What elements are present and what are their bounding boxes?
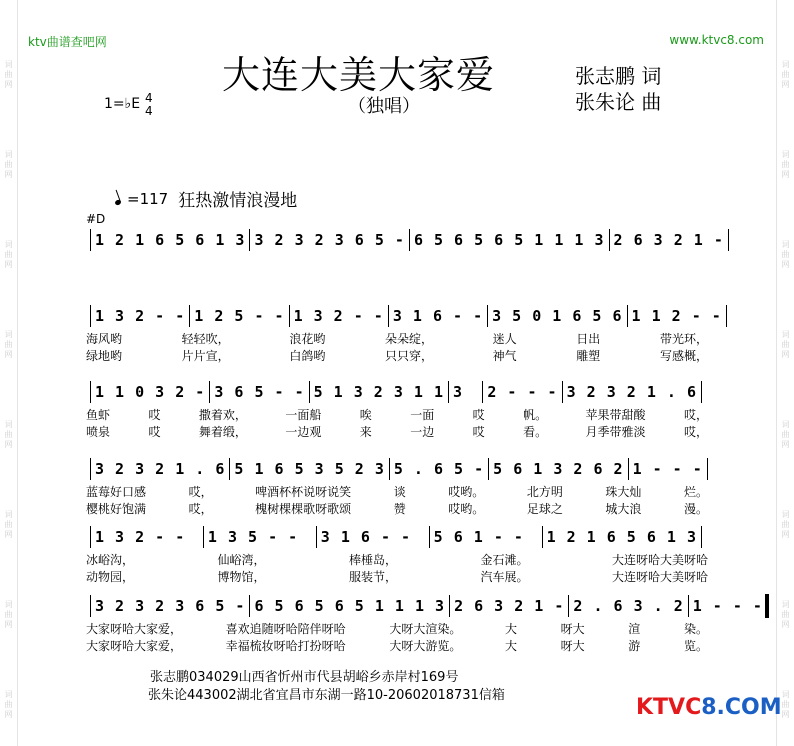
lyric-line	[86, 568, 708, 584]
measure: 2 - - -	[487, 383, 558, 401]
ktvc8-logo	[636, 695, 782, 720]
lyric-word: 哎，	[683, 408, 708, 422]
lyric-word: 哎，	[188, 502, 213, 516]
measure: 1 2 1 6 5 6 1 3	[95, 231, 246, 249]
side-watermark: 词曲网	[781, 240, 790, 270]
lyric-word: 帆。	[523, 408, 548, 422]
music-row	[86, 525, 706, 549]
measure: 3 2 3 2 1 . 6	[95, 460, 226, 478]
measure: 1 2 1 6 5 6 1 3	[546, 528, 698, 546]
lyric-word: 轻轻吹，	[181, 332, 230, 346]
barline	[90, 526, 91, 548]
lyric-word: 喜欢追随呀哈陪伴呀哈	[225, 622, 346, 636]
lyric-word: 哎哟。	[448, 502, 485, 516]
side-watermark: 词曲网	[781, 420, 790, 450]
side-watermark: 词曲网	[4, 330, 13, 360]
lyric-word: 哎，	[188, 485, 213, 499]
lyric-word: 带光环，	[659, 332, 708, 346]
barline	[249, 229, 250, 251]
barline	[701, 381, 702, 403]
left-watermark-strip	[0, 0, 18, 746]
lyric-word: 谈	[393, 485, 406, 499]
lyric-word: 海风哟	[86, 332, 123, 346]
barline	[609, 229, 610, 251]
lyric-word: 汽车展。	[480, 570, 529, 584]
lyric-word: 蓝莓好口感	[86, 485, 147, 499]
measure: 1 3 2 - -	[293, 307, 384, 325]
barline	[542, 526, 543, 548]
music-row	[86, 380, 706, 404]
composer-address: 张朱论443002湖北省宜昌市东湖一路10-20602018731信箱	[148, 688, 505, 703]
lyric-word: 幸福梳妆呀哈打扮呀哈	[225, 639, 346, 653]
lyric-word: 日出	[576, 332, 601, 346]
lyric-word: 片片宣，	[181, 349, 230, 363]
lyric-word: 呀大	[560, 622, 585, 636]
side-watermark: 词曲网	[4, 690, 13, 720]
time-signature	[145, 92, 153, 118]
lyric-word: 朵朵绽，	[384, 332, 433, 346]
logo-text-part1: KTVC	[636, 695, 702, 720]
lyric-word: 大家呀哈大家爱，	[86, 622, 183, 636]
measure: 2 6 3 2 1 -	[454, 597, 565, 615]
side-watermark: 词曲网	[781, 150, 790, 180]
barline	[688, 595, 689, 617]
barline	[90, 381, 91, 403]
lyric-word: 唉	[359, 408, 372, 422]
lyric-word: 撒着欢，	[198, 408, 247, 422]
final-barline	[765, 594, 769, 618]
lyric-line	[86, 551, 708, 567]
lyric-word: 大连呀哈大美呀哈	[611, 553, 708, 567]
lyric-word: 喷泉	[86, 425, 111, 439]
measure: 1 2 5 - -	[194, 307, 285, 325]
measure: 5 1 3 2 3 1 1	[313, 383, 445, 401]
chord-symbol: #D	[86, 212, 106, 226]
measure: 1 3 5 - -	[207, 528, 299, 546]
lyric-word: 珠大灿	[605, 485, 642, 499]
lyric-word: 神气	[492, 349, 517, 363]
lyric-word: 来	[359, 425, 372, 439]
measure: 3 2 3 2 3 6 5 -	[254, 231, 405, 249]
barline	[429, 526, 430, 548]
barline	[229, 458, 230, 480]
lyric-word: 只只穿，	[384, 349, 433, 363]
barline	[568, 595, 569, 617]
lyricist-credit: 张志鹏 词	[575, 64, 662, 88]
measure: 5 6 1 3 2 6 2	[493, 460, 624, 478]
site-url-right: www.ktvc8.com	[669, 33, 764, 47]
lyric-line	[86, 500, 708, 516]
lyric-word: 哎	[148, 408, 161, 422]
measure: 2 6 3 2 1 -	[613, 231, 724, 249]
barline	[701, 526, 702, 548]
lyric-word: 游	[628, 639, 641, 653]
measure: 1 1 2 - -	[631, 307, 722, 325]
barline	[289, 305, 290, 327]
lyric-line	[86, 347, 708, 363]
measure: 1 1 0 3 2 -	[95, 383, 206, 401]
measure: 1 - - -	[692, 597, 763, 615]
barline	[448, 381, 449, 403]
lyric-word: 一面船	[285, 408, 322, 422]
lyric-word: 一边	[410, 425, 435, 439]
barline	[90, 305, 91, 327]
lyric-word: 一面	[410, 408, 435, 422]
lyric-word: 城大浪	[605, 502, 642, 516]
barline	[209, 381, 210, 403]
lyric-word: 北方明	[526, 485, 563, 499]
measure: 3 2 3 2 3 6 5 -	[95, 597, 246, 615]
barline	[90, 229, 91, 251]
barline	[203, 526, 204, 548]
measure: 1 - - -	[632, 460, 703, 478]
expression-mark: 狂热激情浪漫地	[178, 191, 298, 211]
lyric-word: 哎，	[683, 425, 708, 439]
lyric-word: 渲	[628, 622, 641, 636]
side-watermark: 词曲网	[781, 330, 790, 360]
time-signature-bottom: 4	[145, 104, 153, 118]
lyric-word: 白鸽哟	[289, 349, 326, 363]
side-watermark: 词曲网	[4, 240, 13, 270]
barline	[388, 305, 389, 327]
lyric-word: 赞	[393, 502, 406, 516]
measure: 3 5 0 1 6 5 6	[492, 307, 623, 325]
measure: 1 3 2 - -	[95, 528, 186, 546]
lyric-word: 迷人	[492, 332, 517, 346]
lyric-word: 苹果带甜酸	[585, 408, 646, 422]
barline	[249, 595, 250, 617]
music-row	[86, 228, 724, 252]
lyric-word: 大连呀哈大美呀哈	[611, 570, 708, 584]
logo-text-part2: 8.COM	[701, 695, 782, 720]
lyric-line	[86, 406, 708, 422]
lyric-word: 大家呀哈大家爱，	[86, 639, 183, 653]
measure: 3 2 3 2 1 . 6	[566, 383, 697, 401]
lyric-word: 槐树棵棵歌呀歌颂	[255, 502, 352, 516]
lyric-word: 漫。	[683, 502, 708, 516]
lyric-word: 哎	[472, 408, 485, 422]
barline	[90, 458, 91, 480]
lyric-word: 啤酒杯杯说呀说笑	[255, 485, 352, 499]
lyric-word: 看。	[523, 425, 548, 439]
barline	[487, 305, 488, 327]
lyric-word: 樱桃好饱满	[86, 502, 147, 516]
time-signature-top: 4	[145, 91, 153, 105]
music-row	[86, 457, 706, 481]
lyric-word: 冰峪沟，	[86, 553, 135, 567]
measure: 3	[453, 383, 464, 401]
measure: 5 . 6 5 -	[393, 460, 485, 478]
measure: 6 5 6 5 6 5 1 1 1 3	[254, 597, 446, 615]
measure: 6 5 6 5 6 5 1 1 1 3	[413, 231, 605, 249]
measure: 5 6 1 - -	[433, 528, 524, 546]
barline	[628, 458, 629, 480]
lyric-word: 哎	[472, 425, 485, 439]
side-watermark: 词曲网	[4, 60, 13, 90]
barline	[707, 458, 708, 480]
site-name-left: ktv曲谱查吧网	[28, 35, 107, 49]
lyric-word: 金石滩。	[480, 553, 529, 567]
measure: 5 1 6 5 3 5 2 3	[234, 460, 385, 478]
lyric-word: 呀大	[560, 639, 585, 653]
lyric-word: 博物馆，	[217, 570, 266, 584]
barline	[309, 381, 310, 403]
lyric-line	[86, 483, 708, 499]
song-title: 大连大美大家爱	[222, 53, 496, 97]
barline	[627, 305, 628, 327]
barline	[90, 595, 91, 617]
lyric-word: 烂。	[683, 485, 708, 499]
right-watermark-strip	[776, 0, 794, 746]
barline	[189, 305, 190, 327]
lyric-word: 足球之	[526, 502, 563, 516]
lyric-word: 哎	[148, 425, 161, 439]
lyric-word: 大	[504, 639, 517, 653]
lyric-line	[86, 423, 708, 439]
lyric-line	[86, 637, 708, 653]
barline	[726, 305, 727, 327]
lyric-word: 写感概，	[659, 349, 708, 363]
lyric-word: 鱼虾	[86, 408, 111, 422]
side-watermark: 词曲网	[4, 600, 13, 630]
lyric-word: 大呀大游览。	[389, 639, 462, 653]
lyric-word: 绿地哟	[86, 349, 123, 363]
lyric-word: 大呀大渲染。	[389, 622, 462, 636]
side-watermark: 词曲网	[781, 600, 790, 630]
quarter-note-icon	[114, 199, 121, 206]
lyric-word: 月季带雅淡	[585, 425, 646, 439]
music-row	[86, 304, 722, 328]
side-watermark: 词曲网	[4, 150, 13, 180]
barline	[409, 229, 410, 251]
measure: 1 3 2 - -	[95, 307, 186, 325]
barline	[482, 381, 483, 403]
measure: 3 6 5 - -	[214, 383, 305, 401]
tempo-value: =117	[127, 189, 169, 208]
measure: 2 . 6 3 . 2	[573, 597, 684, 615]
barline	[488, 458, 489, 480]
lyric-word: 览。	[683, 639, 708, 653]
side-watermark: 词曲网	[4, 420, 13, 450]
side-watermark: 词曲网	[781, 60, 790, 90]
lyricist-address: 张志鹏034029山西省忻州市代县胡峪乡赤岸村169号	[150, 670, 459, 685]
lyric-line	[86, 330, 708, 346]
key-signature: 1=♭E	[104, 96, 141, 112]
lyric-word: 棒棰岛，	[348, 553, 397, 567]
side-watermark: 词曲网	[781, 690, 790, 720]
barline	[562, 381, 563, 403]
music-row	[86, 594, 763, 618]
lyric-word: 服装节，	[348, 570, 397, 584]
lyric-word: 哎哟。	[448, 485, 485, 499]
lyric-word: 浪花哟	[289, 332, 326, 346]
lyric-word: 一边观	[285, 425, 322, 439]
measure: 3 1 6 - -	[392, 307, 484, 325]
lyric-line	[86, 620, 708, 636]
lyric-word: 大	[504, 622, 517, 636]
lyric-word: 仙峪湾，	[217, 553, 266, 567]
barline	[316, 526, 317, 548]
barline	[389, 458, 390, 480]
side-watermark: 词曲网	[4, 510, 13, 540]
lyric-word: 动物园，	[86, 570, 135, 584]
barline	[449, 595, 450, 617]
lyric-word: 染。	[683, 622, 708, 636]
barline	[728, 229, 729, 251]
song-subtitle: （独唱）	[348, 96, 420, 117]
measure: 3 1 6 - -	[320, 528, 412, 546]
lyric-word: 舞着缎，	[198, 425, 247, 439]
composer-credit: 张朱论 曲	[575, 90, 662, 114]
tempo-marking	[115, 186, 297, 211]
side-watermark: 词曲网	[781, 510, 790, 540]
lyric-word: 雕塑	[576, 349, 601, 363]
